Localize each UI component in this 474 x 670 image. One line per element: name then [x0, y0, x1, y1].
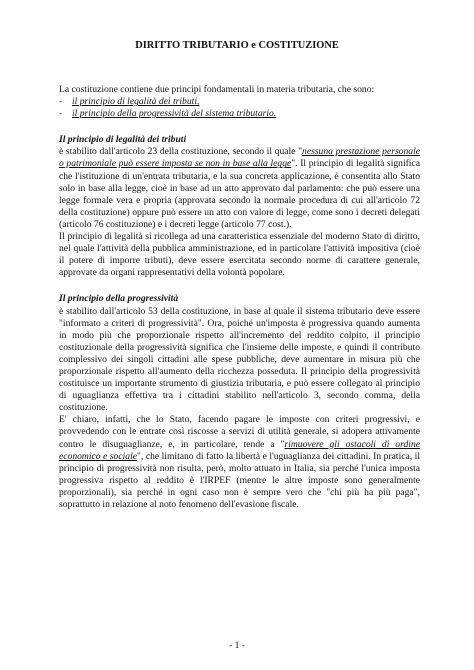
article-23-quote: nessuna prestazione personale o patrimoniale può essere imposta se non in base alla legge — [59, 146, 420, 170]
section1-paragraph-1 — [59, 146, 420, 231]
section-heading-legalita: Il principio di legalità dei tributi — [59, 134, 187, 146]
section1-text-after-quote: ". Il principio di legalità significa che l'istituzione di un'entrata tributaria, e la sua concreta applicazione, è consentita allo Stato solo in base alla legge, cioè in base ad un atto approvato dal parlamento: che può essere una legge formale vera e propria (approvata secondo la normale procedura di cui all'articolo 72 della costituzione) oppure può essere un atto con valore di legge, come sono i decreti delegati (articolo 76 costituzione) e i decreti legge (articolo 77 cost.). — [59, 158, 420, 230]
section2-text-before-quote: E' chiaro, infatti, che lo Stato, facendo pagare le imposte con criteri progressivi, e provvedendo con le entrate così riscosse a servizi di utilità generale, si adopera attivamente contro le disuguaglianze, e, in particolare, tende a " — [59, 414, 420, 450]
section2-text-after-quote: ", che limitano di fatto la libertà e l'uguaglianza dei cittadini. In pratica, il principio di progressività non risulta, però, molto attuato in Italia, sia perché l'unica imposta progressiva rispetto al reddito è l'IRPEF (mentre le altre imposte sono generalmente proporzionali), sia perché in ogni caso non è sempre vero che "chi più ha più paga", soprattutto in relazione al noto fenomeno dell'evasione fiscale. — [59, 450, 420, 510]
page-number: - 1 - — [229, 640, 245, 651]
principle-list-item — [59, 108, 420, 120]
intro-paragraph: La costituzione contiene due principi fondamentali in materia tributaria, che sono: — [59, 84, 375, 95]
article-3-quote: rimuovere gli ostacoli di ordine economico e sociale — [59, 438, 421, 462]
list-dash: - — [59, 96, 63, 108]
section1-paragraph-2: Il principio di legalità si ricollega ad una caratteristica essenziale del moderno Stato di diritto, nel quale l'attività della pubblica amministrazione, ed in particolare l'attività impositiva (cioè il potere di imporre tributi), deve essere esercitata secondo norme di carattere generale, approvate da organi rappresentativi della volontà popolare. — [59, 231, 420, 279]
list-dash: - — [59, 108, 63, 120]
list-item-text: il principio della progressività del sistema tributario. — [72, 108, 277, 120]
document-body — [59, 84, 420, 511]
principle-list-item — [59, 96, 420, 108]
list-item-text: il principio di legalità dei tributi, — [72, 96, 200, 108]
section1-text-before-quote: è stabilito dall'articolo 23 della costituzione, secondo il quale " — [59, 146, 303, 158]
section2-paragraph-1: è stabilito dall'articolo 53 della costituzione, in base al quale il sistema tributario deve essere "informato a criteri di progressività". Ora, poiché un'imposta è progressiva quando aumenta in modo più che proporzionale rispetto all'incremento del reddito colpito, il principio costituzionale della progressività significa che l'insieme delle imposte, e quindi il contributo complessivo dei singoli cittadini alle spese pubbliche, deve aumentare in misura più che proporzionale rispetto all'aumento della ricchezza posseduta. Il principio della progressività costituisce un importante strumento di giustizia tributaria, e può essere collegato al principio di uguaglianza effettiva tra i cittadini stabilito nell'articolo 3, secondo comma, della costituzione. — [59, 305, 420, 414]
section2-paragraph-2 — [59, 414, 420, 511]
section-heading-progressivita: Il principio della progressività — [59, 293, 179, 305]
document-title: DIRITTO TRIBUTARIO e COSTITUZIONE — [135, 40, 339, 51]
